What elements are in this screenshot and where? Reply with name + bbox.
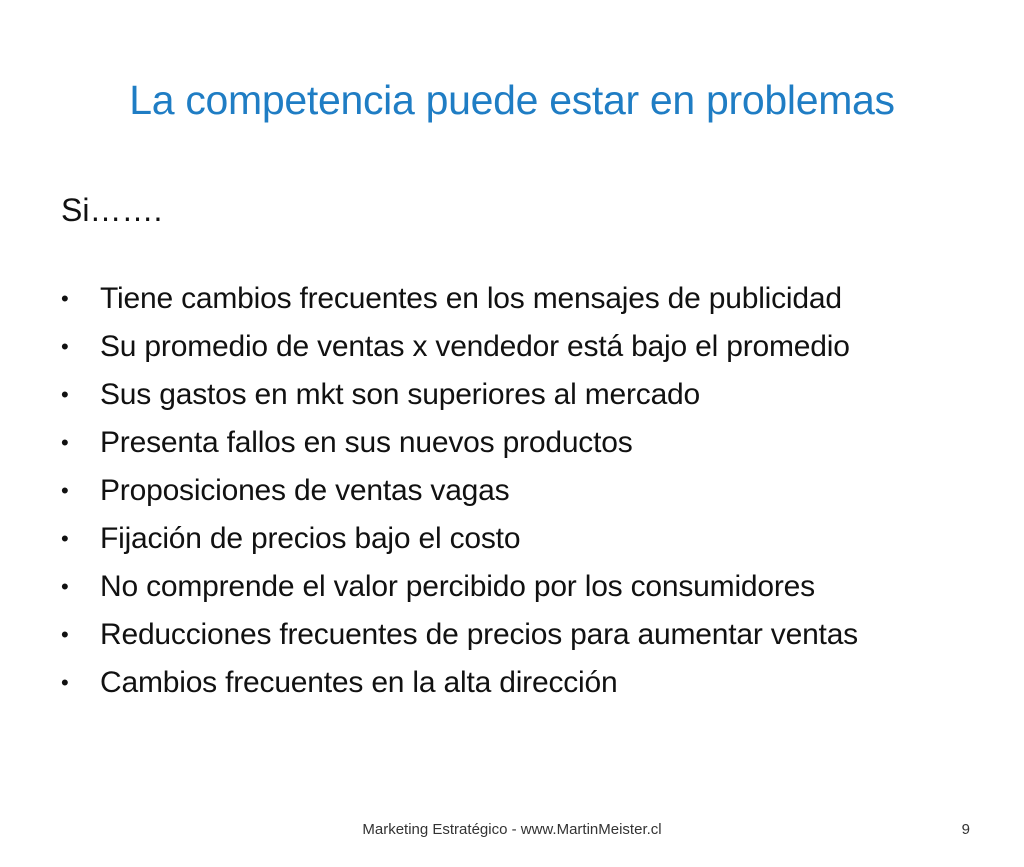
bullet-icon: • — [61, 526, 69, 551]
bullet-text: Sus gastos en mkt son superiores al mercado — [100, 378, 701, 411]
bullet-list — [61, 275, 991, 707]
bullet-icon: • — [61, 382, 69, 407]
bullet-text: Reducciones frecuentes de precios para aumentar ventas — [100, 618, 858, 651]
bullet-item — [61, 659, 991, 707]
bullet-item — [61, 419, 991, 467]
footer-text: Marketing Estratégico - www.MartinMeister.cl — [362, 821, 662, 838]
bullet-icon: • — [61, 430, 69, 455]
bullet-text: Presenta fallos en sus nuevos productos — [100, 426, 633, 459]
bullet-icon: • — [61, 622, 69, 647]
bullet-item — [61, 371, 991, 419]
bullet-text: Tiene cambios frecuentes en los mensajes de publicidad — [100, 282, 842, 315]
bullet-text: Cambios frecuentes en la alta dirección — [100, 666, 618, 699]
bullet-item — [61, 323, 991, 371]
bullet-item — [61, 275, 991, 323]
bullet-icon: • — [61, 334, 69, 359]
bullet-text: Su promedio de ventas x vendedor está bajo el promedio — [100, 330, 850, 363]
page-number: 9 — [961, 821, 970, 838]
bullet-icon: • — [61, 478, 69, 503]
bullet-item — [61, 467, 991, 515]
bullet-text: Proposiciones de ventas vagas — [100, 474, 510, 507]
bullet-item — [61, 515, 991, 563]
slide-title: La competencia puede estar en problemas — [129, 77, 895, 123]
intro-text: Si……. — [61, 192, 163, 228]
bullet-icon: • — [61, 286, 69, 311]
bullet-item — [61, 563, 991, 611]
bullet-icon: • — [61, 574, 69, 599]
bullet-icon: • — [61, 670, 69, 695]
bullet-text: No comprende el valor percibido por los consumidores — [100, 570, 815, 603]
bullet-text: Fijación de precios bajo el costo — [100, 522, 521, 555]
bullet-item — [61, 611, 991, 659]
footer — [0, 818, 1024, 842]
